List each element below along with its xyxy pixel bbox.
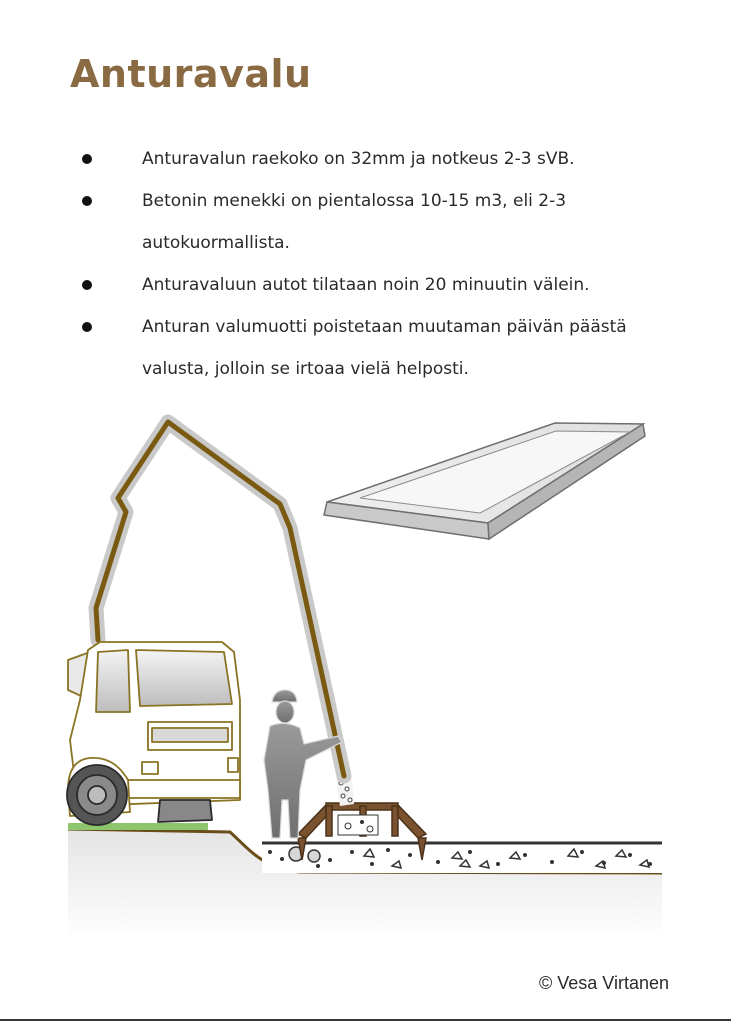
ground: [68, 823, 662, 940]
footing-slab: [324, 423, 645, 539]
bullet-text: Anturan valumuotti poistetaan muutaman päivän päästä valusta, jolloin se irtoaa vielä helposti.: [142, 317, 627, 379]
bullet-item: [0, 306, 731, 390]
bullet-list: [0, 138, 731, 390]
bullet-text: Anturavalun raekoko on 32mm ja notkeus 2-3 sVB.: [142, 149, 575, 169]
bullet-text: Betonin menekki on pientalossa 10-15 m3, eli 2-3 autokuormallista.: [142, 191, 567, 253]
bullet-dot: [82, 196, 92, 206]
bottom-divider: [0, 1019, 731, 1021]
truck: [67, 642, 240, 825]
bullet-dot: [82, 280, 92, 290]
bullet-item: [0, 180, 731, 264]
bullet-text: Anturavaluun autot tilataan noin 20 minuutin välein.: [142, 275, 590, 295]
concrete-footing: [262, 843, 662, 873]
page-title: Anturavalu: [70, 52, 312, 96]
bullet-dot: [82, 154, 92, 164]
copyright-text: © Vesa Virtanen: [538, 973, 669, 993]
concrete-pouring-illustration: [0, 405, 731, 950]
bullet-item: [0, 138, 731, 180]
bullet-dot: [82, 322, 92, 332]
bullet-item: [0, 264, 731, 306]
